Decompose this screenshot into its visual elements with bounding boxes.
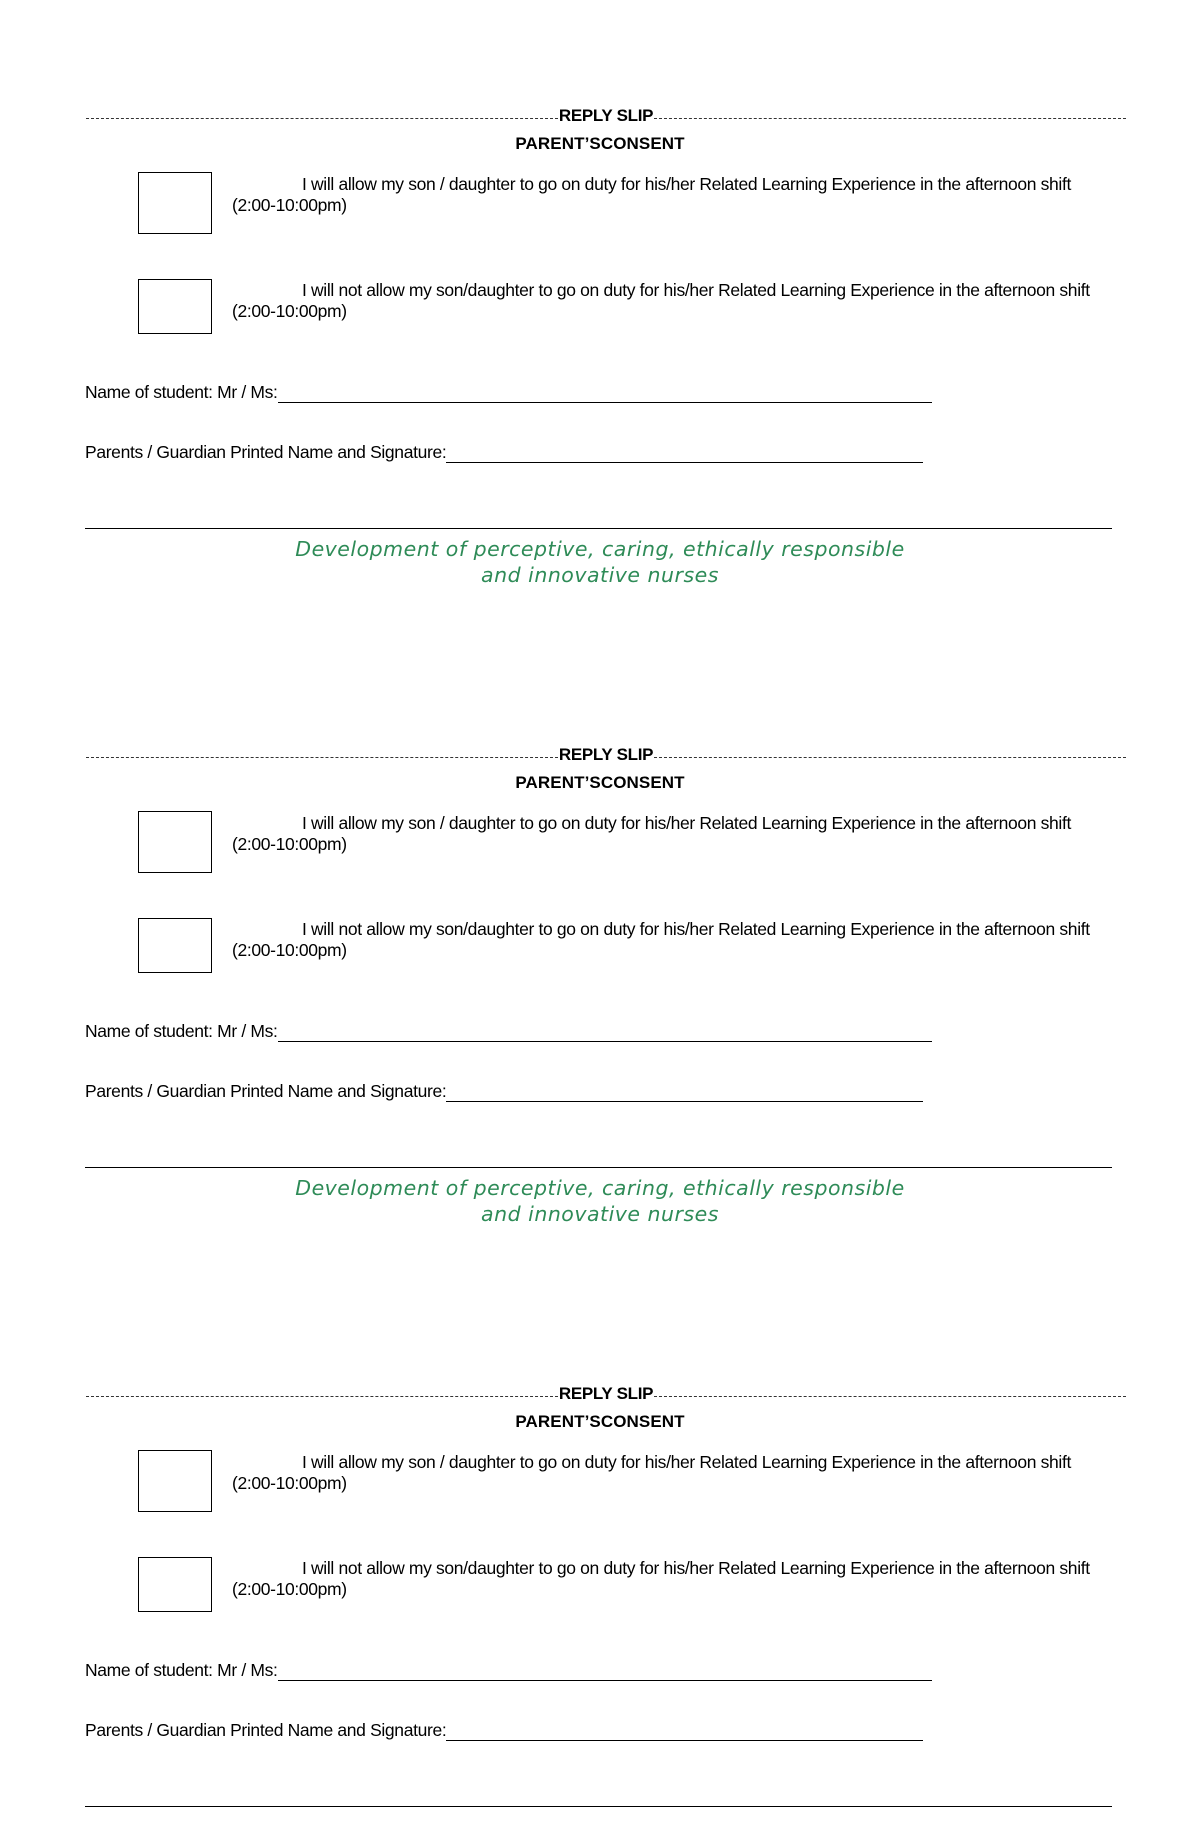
allow-option (232, 1452, 1092, 1493)
not-allow-option-text: I will not allow my son/daughter to go on duty for his/her Related Learning Experience in the afternoon shift (2:00-10:00pm) (232, 919, 1090, 960)
footer-rule (85, 528, 1112, 529)
parent-signature-blank[interactable] (446, 444, 923, 463)
allow-option-text: I will allow my son / daughter to go on duty for his/her Related Learning Experience in the afternoon shift (2:00-10:00pm) (232, 174, 1071, 215)
allow-option-text: I will allow my son / daughter to go on duty for his/her Related Learning Experience in the afternoon shift (2:00-10:00pm) (232, 813, 1071, 854)
motto-line-2: and innovative nurses (481, 563, 719, 587)
student-name-label: Name of student: Mr / Ms: (85, 382, 278, 402)
allow-option (232, 174, 1092, 215)
motto-line-1: Development of perceptive, caring, ethically responsible (295, 537, 905, 561)
reply-slip-header (86, 1382, 1126, 1406)
not-allow-option (232, 919, 1092, 960)
dashed-divider-right (654, 118, 1126, 119)
not-allow-option (232, 1558, 1092, 1599)
student-name-blank[interactable] (278, 1023, 932, 1042)
reply-slip-2 (0, 743, 1200, 1263)
student-name-label: Name of student: Mr / Ms: (85, 1660, 278, 1680)
parent-signature-field (85, 1081, 923, 1102)
student-name-label: Name of student: Mr / Ms: (85, 1021, 278, 1041)
dashed-divider-right (654, 757, 1126, 758)
not-allow-checkbox[interactable] (138, 918, 212, 973)
consent-title: PARENT’SCONSENT (515, 773, 685, 792)
parent-signature-field (85, 442, 923, 463)
student-name-field (85, 382, 932, 403)
reply-slip-header (86, 743, 1126, 767)
parent-signature-label: Parents / Guardian Printed Name and Signature: (85, 442, 447, 462)
student-name-field (85, 1660, 932, 1681)
allow-checkbox[interactable] (138, 1450, 212, 1512)
not-allow-option-text: I will not allow my son/daughter to go on duty for his/her Related Learning Experience in the afternoon shift (2:00-10:00pm) (232, 280, 1090, 321)
parent-signature-label: Parents / Guardian Printed Name and Signature: (85, 1081, 447, 1101)
reply-slip-1 (0, 104, 1200, 624)
footer-rule (85, 1167, 1112, 1168)
parent-signature-blank[interactable] (446, 1083, 923, 1102)
dashed-divider-left (86, 757, 558, 758)
not-allow-option (232, 280, 1092, 321)
motto-line-2: and innovative nurses (481, 1202, 719, 1226)
not-allow-checkbox[interactable] (138, 1557, 212, 1612)
reply-slip-header (86, 104, 1126, 128)
school-motto (0, 1175, 1200, 1227)
reply-slip-3 (0, 1382, 1200, 1822)
dashed-divider-right (654, 1396, 1126, 1397)
not-allow-checkbox[interactable] (138, 279, 212, 334)
allow-option (232, 813, 1092, 854)
reply-slip-title: REPLY SLIP (558, 1384, 654, 1403)
allow-checkbox[interactable] (138, 811, 212, 873)
reply-slip-title: REPLY SLIP (558, 745, 654, 764)
reply-slip-title: REPLY SLIP (558, 106, 654, 125)
dashed-divider-left (86, 118, 558, 119)
parent-signature-field (85, 1720, 923, 1741)
student-name-blank[interactable] (278, 384, 932, 403)
consent-title: PARENT’SCONSENT (515, 1412, 685, 1431)
parent-signature-blank[interactable] (446, 1722, 923, 1741)
student-name-blank[interactable] (278, 1662, 932, 1681)
school-motto (0, 536, 1200, 588)
parent-signature-label: Parents / Guardian Printed Name and Signature: (85, 1720, 447, 1740)
allow-option-text: I will allow my son / daughter to go on duty for his/her Related Learning Experience in the afternoon shift (2:00-10:00pm) (232, 1452, 1071, 1493)
student-name-field (85, 1021, 932, 1042)
not-allow-option-text: I will not allow my son/daughter to go on duty for his/her Related Learning Experience in the afternoon shift (2:00-10:00pm) (232, 1558, 1090, 1599)
footer-rule (85, 1806, 1112, 1807)
motto-line-1: Development of perceptive, caring, ethically responsible (295, 1176, 905, 1200)
allow-checkbox[interactable] (138, 172, 212, 234)
dashed-divider-left (86, 1396, 558, 1397)
consent-title: PARENT’SCONSENT (515, 134, 685, 153)
